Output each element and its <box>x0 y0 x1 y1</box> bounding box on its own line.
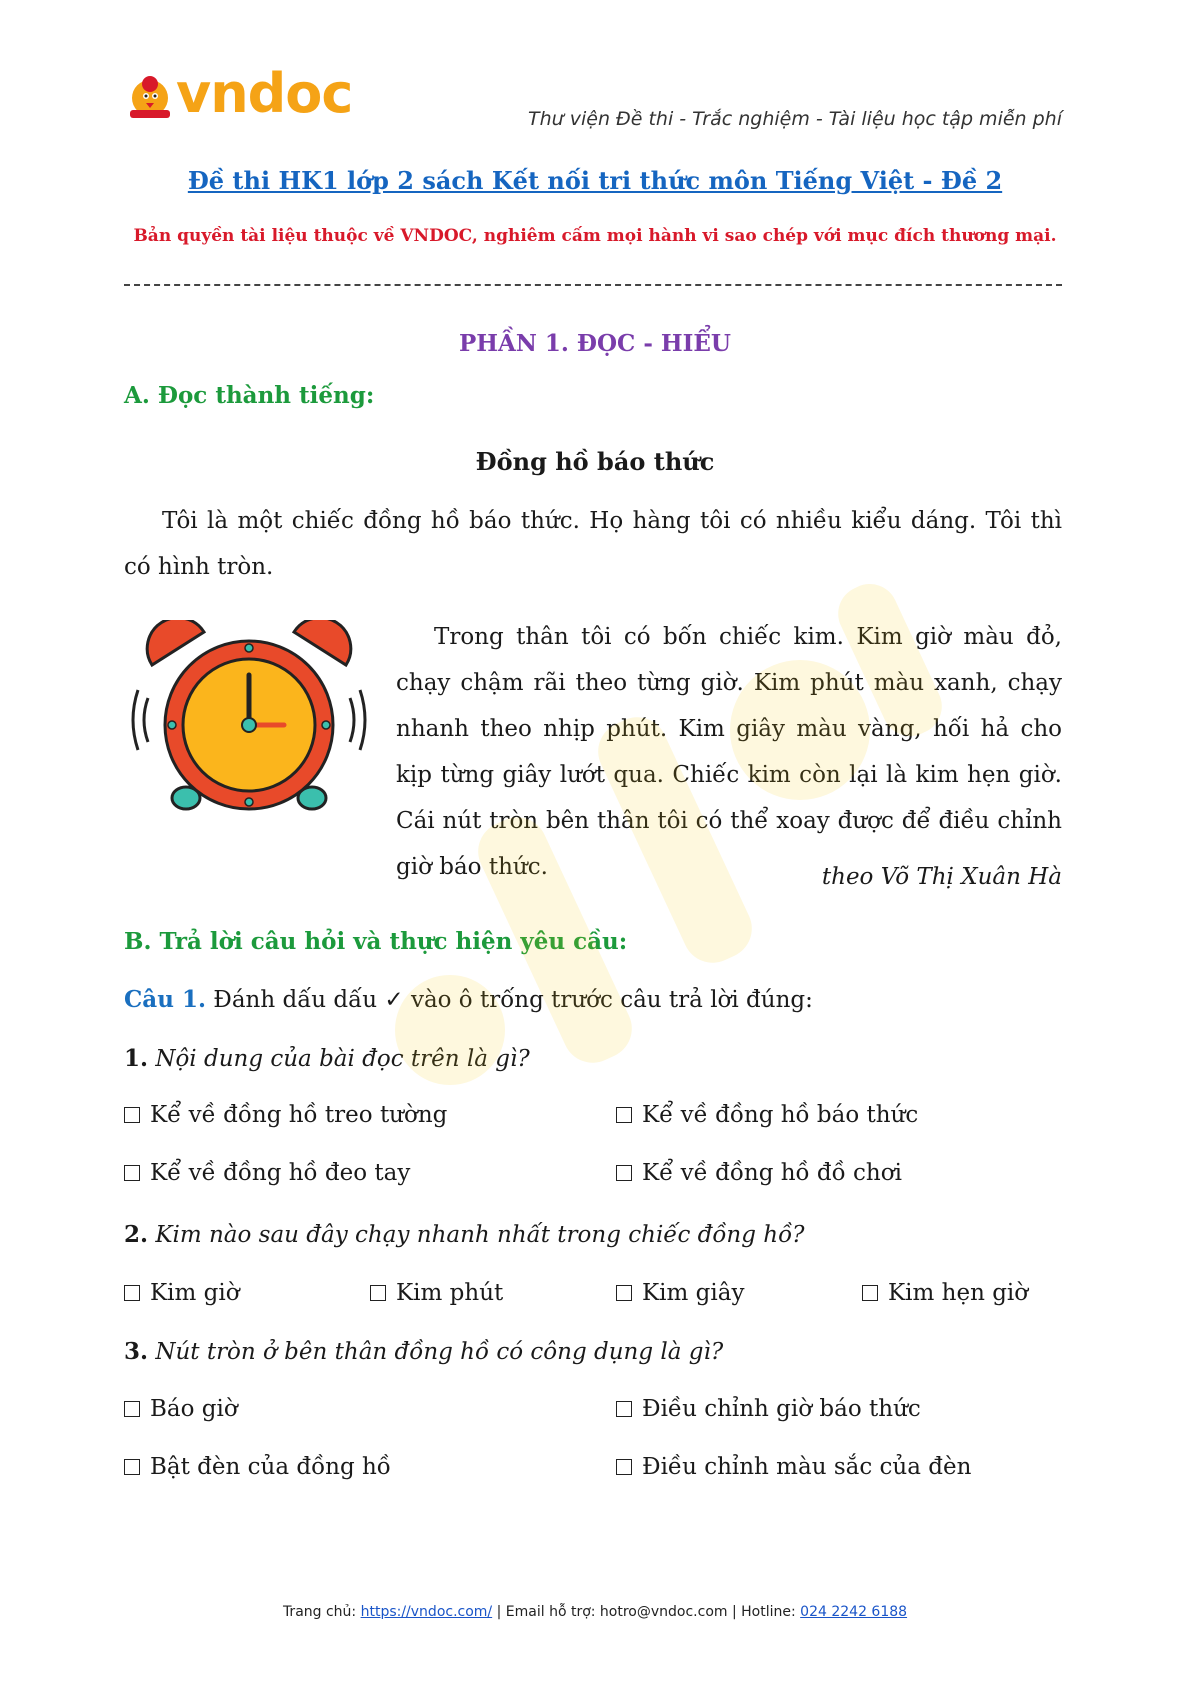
option-label: Bật đèn của đồng hồ <box>150 1454 391 1480</box>
option-checkbox[interactable] <box>616 1102 918 1128</box>
checkbox-icon[interactable] <box>616 1401 632 1417</box>
option-label: Điều chỉnh màu sắc của đèn <box>642 1454 972 1480</box>
option-checkbox[interactable] <box>370 1280 503 1306</box>
paragraph-2: Trong thân tôi có bốn chiếc kim. Kim giờ màu đỏ, chạy chậm rãi theo từng giờ. Kim phút màu xanh, chạy nhanh theo nhịp phút. Kim giây màu vàng, hối hả cho kịp từng giây lướt qua. Chiếc kim còn lại là kim hẹn giờ. Cái nút tròn bên thân tôi có thể xoay được để điều chỉnh giờ báo thức. <box>396 624 1062 880</box>
chick-mascot-icon <box>124 70 176 122</box>
footer-home-link[interactable]: https://vndoc.com/ <box>360 1604 493 1620</box>
option-label: Kể về đồng hồ treo tường <box>150 1102 448 1128</box>
dashed-divider <box>124 284 1062 286</box>
option-checkbox[interactable] <box>124 1454 391 1480</box>
checkbox-icon[interactable] <box>124 1107 140 1123</box>
option-label: Điều chỉnh giờ báo thức <box>642 1396 921 1422</box>
document-title[interactable]: Đề thi HK1 lớp 2 sách Kết nối tri thức môn Tiếng Việt - Đề 2 <box>187 166 1003 195</box>
checkbox-icon[interactable] <box>370 1285 386 1301</box>
option-checkbox[interactable] <box>616 1396 921 1422</box>
option-checkbox[interactable] <box>124 1396 238 1422</box>
footer-email: | Email hỗ trợ: hotro@vndoc.com | Hotline: <box>496 1604 796 1620</box>
checkbox-icon[interactable] <box>124 1401 140 1417</box>
section-b-heading: B. Trả lời câu hỏi và thực hiện yêu cầu: <box>124 928 628 955</box>
question-label: Câu 1. <box>124 986 206 1013</box>
sub-question-2 <box>124 1221 805 1248</box>
question-1-instruction <box>124 986 813 1013</box>
checkbox-icon[interactable] <box>124 1285 140 1301</box>
sub-question-3 <box>124 1338 723 1365</box>
sub-question-number: 1. <box>124 1045 149 1072</box>
option-label: Kể về đồng hồ đeo tay <box>150 1160 411 1186</box>
sub-question-text: Nội dung của bài đọc trên là gì? <box>155 1046 530 1072</box>
footer-hotline-link[interactable]: 024 2242 6188 <box>800 1604 908 1620</box>
author-credit: theo Võ Thị Xuân Hà <box>821 864 1062 890</box>
option-checkbox[interactable] <box>124 1102 447 1128</box>
option-checkbox[interactable] <box>616 1454 971 1480</box>
option-checkbox[interactable] <box>862 1280 1028 1306</box>
sub-question-number: 2. <box>124 1221 149 1248</box>
checkbox-icon[interactable] <box>616 1165 632 1181</box>
option-checkbox[interactable] <box>616 1160 902 1186</box>
option-label: Kim phút <box>396 1280 504 1306</box>
vndoc-logo[interactable] <box>124 62 354 130</box>
checkbox-icon[interactable] <box>124 1165 140 1181</box>
tagline: Thư viện Đề thi - Trắc nghiệm - Tài liệu học tập miễn phí <box>528 108 1062 130</box>
footer-home-label: Trang chủ: <box>282 1604 357 1620</box>
option-label: Báo giờ <box>150 1396 238 1422</box>
logo-text: vndoc <box>176 62 353 125</box>
option-label: Kim hẹn giờ <box>888 1280 1029 1306</box>
checkbox-icon[interactable] <box>862 1285 878 1301</box>
sub-question-1 <box>124 1045 530 1072</box>
checkbox-icon[interactable] <box>124 1459 140 1475</box>
option-label: Kim giây <box>642 1280 745 1306</box>
checkbox-icon[interactable] <box>616 1107 632 1123</box>
sub-question-text: Nút tròn ở bên thân đồng hồ có công dụng là gì? <box>155 1339 724 1365</box>
alarm-clock-illustration <box>124 620 374 820</box>
footer <box>0 1604 1190 1620</box>
part-title: PHẦN 1. ĐỌC - HIỂU <box>458 330 731 357</box>
section-a-heading: A. Đọc thành tiếng: <box>124 382 375 409</box>
option-label: Kim giờ <box>150 1280 240 1306</box>
sub-question-number: 3. <box>124 1338 149 1365</box>
copyright-notice: Bản quyền tài liệu thuộc về VNDOC, nghiêm cấm mọi hành vi sao chép với mục đích thương mại. <box>133 226 1057 246</box>
option-checkbox[interactable] <box>124 1160 410 1186</box>
instruction-text: Đánh dấu dấu ✓ vào ô trống trước câu trả lời đúng: <box>213 987 813 1013</box>
checkbox-icon[interactable] <box>616 1459 632 1475</box>
paragraph-1: Tôi là một chiếc đồng hồ báo thức. Họ hàng tôi có nhiều kiểu dáng. Tôi thì có hình tròn. <box>124 508 1062 580</box>
story-title: Đồng hồ báo thức <box>475 447 715 476</box>
option-checkbox[interactable] <box>124 1280 240 1306</box>
option-label: Kể về đồng hồ đồ chơi <box>642 1160 902 1186</box>
sub-question-text: Kim nào sau đây chạy nhanh nhất trong chiếc đồng hồ? <box>155 1222 805 1248</box>
option-checkbox[interactable] <box>616 1280 744 1306</box>
option-label: Kể về đồng hồ báo thức <box>642 1102 919 1128</box>
checkbox-icon[interactable] <box>616 1285 632 1301</box>
